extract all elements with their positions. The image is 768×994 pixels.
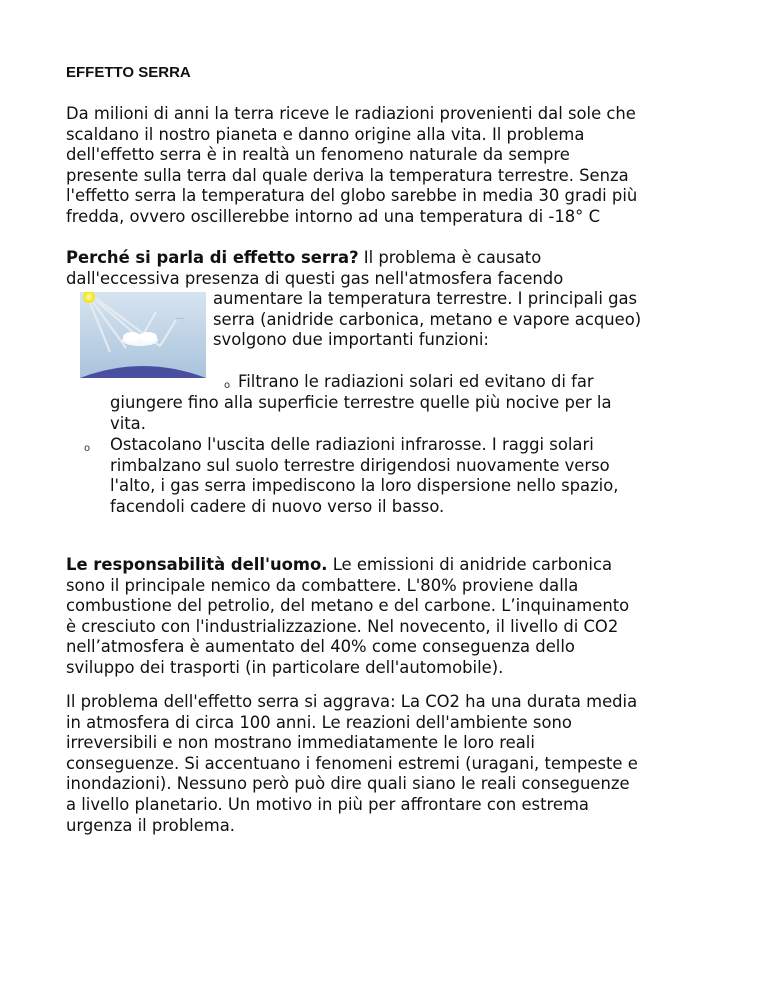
text-line: irreversibili e non mostrano immediatamente le loro reali [66,733,535,753]
text-line: inondazioni). Nessuno però può dire quali siano le reali conseguenze [66,774,630,794]
text-line: Le responsabilità dell'uomo. Le emissioni di anidride carbonica [66,555,613,574]
text-line: dall'eccessiva presenza di questi gas nell'atmosfera facendo [66,268,564,288]
text-line: Il problema dell'effetto serra si aggrava: La CO2 ha una durata media [66,692,638,711]
text-line: presente sulla terra dal quale deriva la temperatura terrestre. Senza [66,165,629,185]
bullet-item [238,372,708,393]
document-title: EFFETTO SERRA [66,64,191,81]
responsibility-section [66,555,706,679]
text-line: Perché si parla di effetto serra? Il problema è causato [66,248,542,267]
bullet-item [110,435,710,517]
svg-text:~~~: ~~~ [175,317,184,321]
text-line: urgenza il problema. [66,815,235,835]
consequences-section [66,692,706,836]
text-line: giungere fino alla superficie terrestre quelle più nocive per la [110,393,612,412]
text-line: in atmosfera di circa 100 anni. Le reazioni dell'ambiente sono [66,712,572,732]
text-line: sviluppo dei trasporti (in particolare dell'automobile). [66,657,504,677]
text-line: Ostacolano l'uscita delle radiazioni infrarosse. I raggi solari [110,435,594,454]
text-line: vita. [110,413,146,433]
text-line: nell’atmosfera è aumentato del 40% come conseguenza dello [66,637,575,657]
text-line: Da milioni di anni la terra riceve le radiazioni provenienti dal sole che [66,104,636,123]
text-line: l'alto, i gas serra impediscono la loro dispersione nello spazio, [110,476,619,496]
text-line: dell'effetto serra è in realtà un fenomeno naturale da sempre [66,145,570,165]
greenhouse-section [66,248,706,289]
wrapped-text [213,289,703,351]
text-line: a livello planetario. Un motivo in più per affrontare con estrema [66,794,589,814]
text-line: conseguenze. Si accentuano i fenomeni estremi (uragani, tempeste e [66,753,638,773]
section-heading: Perché si parla di effetto serra? [66,248,359,267]
text-line: aumentare la temperatura terrestre. I principali gas [213,289,638,308]
text-line: l'effetto serra la temperatura del globo sarebbe in media 30 gradi più [66,186,638,206]
text-line: svolgono due importanti funzioni: [213,330,489,350]
text-line: è cresciuto con l'industrializzazione. Nel novecento, il livello di CO2 [66,616,619,636]
greenhouse-illustration [80,292,206,378]
text-line: rimbalzano sul suolo terrestre dirigendosi nuovamente verso [110,455,610,475]
intro-paragraph [66,104,706,228]
section-heading: Le responsabilità dell'uomo. [66,555,328,574]
text-line: sono il principale nemico da combattere. L'80% proviene dalla [66,575,579,595]
text-line: fredda, ovvero oscillerebbe intorno ad una temperatura di -18° C [66,206,601,226]
text-line: combustione del petrolio, del metano e del carbone. L’inquinamento [66,596,630,616]
text-line: facendoli cadere di nuovo verso il basso. [110,496,445,516]
text-line: Filtrano le radiazioni solari ed evitano di far [238,372,594,391]
text-line: serra (anidride carbonica, metano e vapore acqueo) [213,309,642,329]
text-line: scaldano il nostro pianeta e danno origine alla vita. Il problema [66,124,585,144]
bullet-item-continued [110,393,710,434]
bullet-marker: o [224,380,231,391]
bullet-marker: o [84,443,91,454]
